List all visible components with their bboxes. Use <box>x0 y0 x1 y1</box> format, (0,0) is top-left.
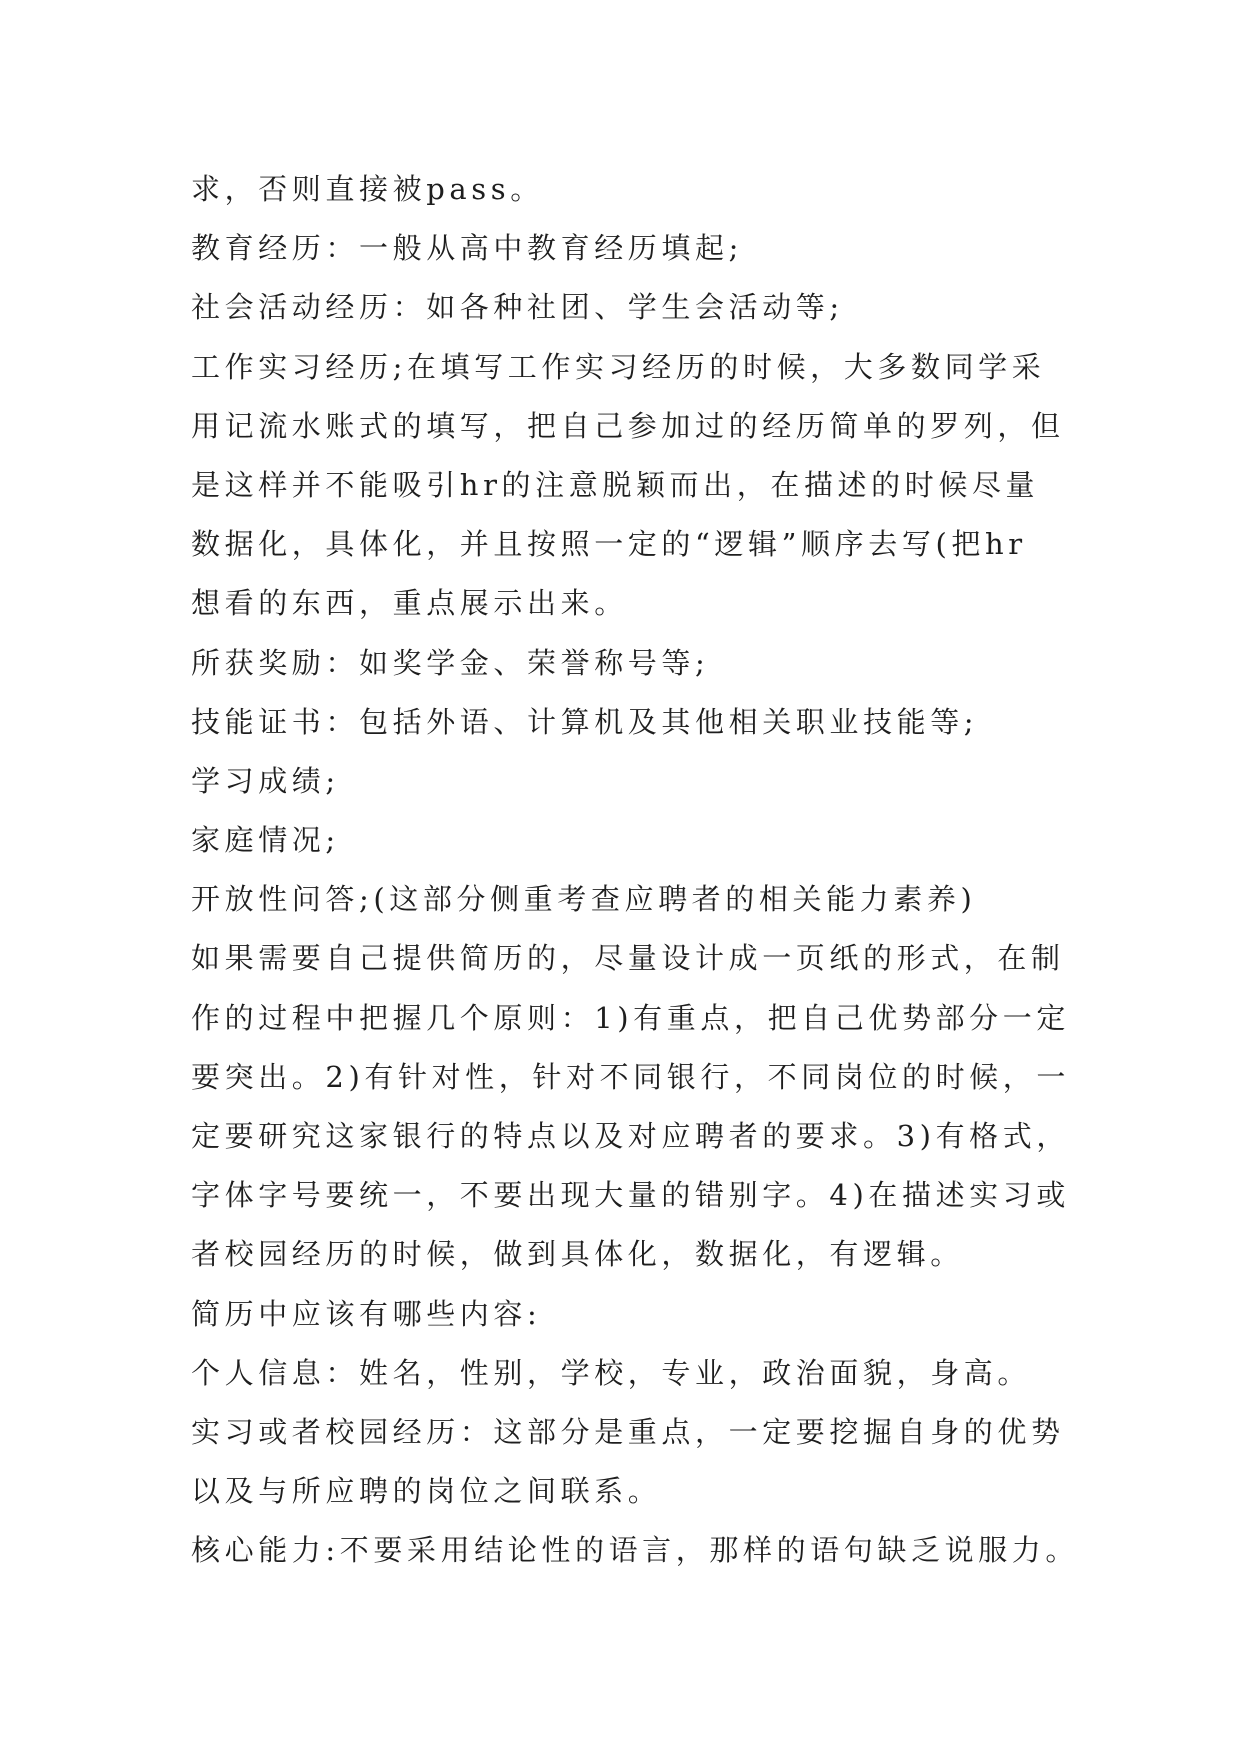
text-line: 核心能力:不要采用结论性的语言，那样的语句缺乏说服力。 <box>191 1533 1079 1568</box>
text-line: 学习成绩; <box>191 763 340 798</box>
text-line: 个人信息：姓名，性别，学校，专业，政治面貌，身高。 <box>191 1355 1032 1390</box>
text-line: 实习或者校园经历：这部分是重点，一定要挖掘自身的优势 <box>191 1414 1065 1449</box>
text-line: 用记流水账式的填写，把自己参加过的经历简单的罗列，但 <box>191 408 1065 443</box>
text-line: 定要研究这家银行的特点以及对应聘者的要求。3)有格式， <box>191 1119 1070 1153</box>
text-line: 以及与所应聘的岗位之间联系。 <box>191 1474 662 1509</box>
text-line: 是这样并不能吸引hr的注意脱颖而出，在描述的时候尽量 <box>191 467 1040 502</box>
text-line: 社会活动经历：如各种社团、学生会活动等; <box>191 290 844 325</box>
text-line: 要突出。2)有针对性，针对不同银行，不同岗位的时候，一 <box>191 1059 1070 1094</box>
text-line: 所获奖励：如奖学金、荣誉称号等; <box>191 645 710 680</box>
text-line: 字体字号要统一，不要出现大量的错别字。4)在描述实习或 <box>191 1178 1070 1213</box>
text-line: 作的过程中把握几个原则：1)有重点，把自己优势部分一定 <box>191 1000 1070 1035</box>
document-body <box>191 160 1079 1581</box>
text-line: 求，否则直接被pass。 <box>191 172 544 206</box>
text-line: 想看的东西，重点展示出来。 <box>191 586 628 621</box>
text-line: 家庭情况; <box>191 823 340 858</box>
text-line: 如果需要自己提供简历的，尽量设计成一页纸的形式，在制 <box>191 941 1065 976</box>
text-line: 者校园经历的时候，做到具体化，数据化，有逻辑。 <box>191 1237 964 1272</box>
text-line: 教育经历：一般从高中教育经历填起; <box>191 231 743 266</box>
text-line: 工作实习经历;在填写工作实习经历的时候，大多数同学采 <box>191 349 1046 384</box>
text-line: 简历中应该有哪些内容: <box>191 1296 542 1331</box>
text-line: 开放性问答;(这部分侧重考查应聘者的相关能力素养) <box>191 882 977 917</box>
text-line: 数据化，具体化，并且按照一定的“逻辑”顺序去写(把hr <box>191 527 1027 562</box>
text-line: 技能证书：包括外语、计算机及其他相关职业技能等; <box>191 704 979 739</box>
